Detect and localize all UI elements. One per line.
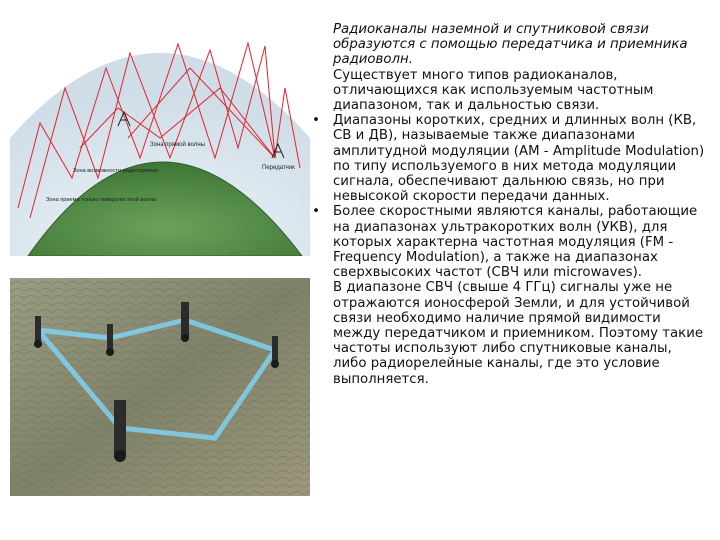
bullet-marker: • <box>312 113 320 129</box>
text-p2: Существует много типов радиоканалов, отличающихся как используемым частотным диапазоном, так и дальностью связи. <box>333 67 654 114</box>
text-p4: Более скоростными являются каналы, работающие на диапазонах ультракоротких волн (УКВ), для которых характерна частотная модуляция (FM - Frequency Modulation), а также на диапазонах сверхвысоких частот (СВЧ или microwaves). <box>333 204 698 281</box>
radio-propagation-diagram <box>10 28 310 256</box>
paragraph-radiochannels <box>305 22 705 68</box>
text-p1-rest: наземной и спутниковой связи образуются с помощью передатчика и приемника радиоволн. <box>333 22 688 68</box>
paragraph-am-bands <box>305 113 705 204</box>
term-radiochannels: Радиоканалы <box>333 22 428 37</box>
text-p3: Диапазоны коротких, средних и длинных волн (КВ, СВ и ДВ), называемые также диапазонами амплитудной модуляции (AM - Amplitude Modulation) по типу используемого в них метода модуляции сигнала, обеспечивают дальнюю связь, но при невысокой скорости передачи данных. <box>333 113 705 205</box>
bullet-marker: • <box>312 204 320 220</box>
paragraph-vhf-bands <box>305 204 705 280</box>
label-transmitter: Передатчик <box>262 165 295 171</box>
label-surface-zone: Зона приема только поверхностной волны <box>46 197 157 203</box>
radio-relay-terrain-image <box>10 278 310 496</box>
label-reception-zone: Зона возможности радиоприема <box>73 168 158 174</box>
illustrations-column <box>0 0 310 540</box>
text-p5: В диапазоне СВЧ (свыше 4 ГГц) сигналы уже не отражаются ионосферой Земли, и для устойчивой связи необходимо наличие прямой видимости между передатчиком и приемником. Поэтому такие частоты используют либо спутниковые каналы, либо радиорелейные каналы, где это условие выполняется. <box>333 280 704 387</box>
text-column <box>305 22 705 387</box>
label-direct-zone: Зона прямой волны <box>150 142 205 148</box>
paragraph-channel-types <box>305 68 705 114</box>
paragraph-microwave <box>305 280 705 386</box>
